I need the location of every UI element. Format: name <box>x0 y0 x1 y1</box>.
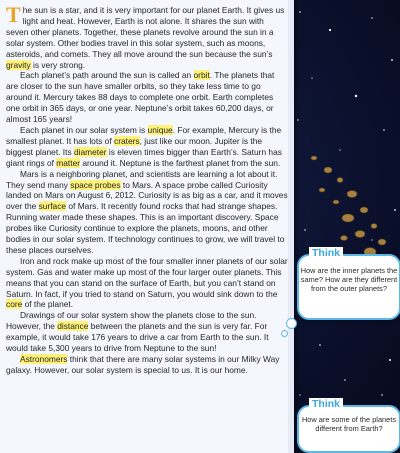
vocabulary-highlight: core <box>6 299 23 310</box>
text-run: . For example, Mercury is the smallest planet. It has lots of <box>6 124 282 146</box>
article-paragraph <box>6 70 288 125</box>
text-run: Mars is a neighboring planet, and scientists are learning a lot about it. They send many <box>6 168 278 190</box>
text-run: is eleven times bigger than Earth’s. Saturn has giant rings of <box>6 146 282 168</box>
think-label: Think <box>309 247 343 259</box>
vocabulary-highlight: unique <box>147 124 173 135</box>
text-run: he sun is a star, and it is very important for our planet Earth. It gives us light and heat. However, Earth is not alone. It shares the sun with seven other planets. Together, these planets revolve around the sun in a solar system. Other bodies travel in this solar system, such as moons, asteroids, and comets. They all move around the sun because the sun’s <box>6 5 285 59</box>
vocabulary-highlight: gravity <box>6 59 31 70</box>
vocabulary-highlight: orbit <box>193 70 210 81</box>
text-run: to Mars. A space probe called Curiosity landed on Mars on August 6, 2012. Curiosity is as big as a car, and it moves over the <box>6 179 288 212</box>
vocabulary-highlight: space probes <box>70 179 121 190</box>
article-text <box>6 2 288 376</box>
think-label: Think <box>309 398 343 410</box>
article-paragraph <box>6 354 288 376</box>
think-question: How are some of the planets different from Earth? <box>301 415 397 434</box>
article-paragraph <box>6 256 288 311</box>
article-paragraph <box>6 169 288 256</box>
text-run: is very strong. <box>30 59 86 70</box>
vocabulary-highlight: matter <box>56 157 81 168</box>
thought-dot-large <box>286 318 297 329</box>
text-run: Each planet’s path around the sun is called an <box>20 70 194 81</box>
vocabulary-highlight: diameter <box>73 146 107 157</box>
text-run: of the planet. <box>22 299 74 310</box>
thought-dot-small <box>281 330 288 337</box>
think-question: How are the inner planets the same? How are they different from the outer planets? <box>300 266 398 294</box>
text-run: around it. Neptune is the farthest planet from the sun. <box>80 157 281 168</box>
text-run: think that there are many solar systems in our Milky Way galaxy. However, our solar system is special to us. It is our home. <box>6 354 280 375</box>
text-run: Each planet in our solar system is <box>20 124 148 135</box>
drop-cap: T <box>6 2 21 27</box>
vocabulary-highlight: distance <box>57 321 89 332</box>
vocabulary-highlight: surface <box>38 201 67 212</box>
article-paragraph <box>6 2 288 70</box>
vocabulary-highlight: Astronomers <box>20 354 68 364</box>
text-run: . The planets that are closer to the sun have smaller orbits, so they take less time to go around it. Mercury takes 88 days to complete one orbit. Earth completes one orbit in 365 days, or one year. Neptune’s orbit takes 60,200 days, or almost 165 years! <box>6 70 275 125</box>
text-run: of Mars. It recently found rocks that had strange shapes. Running water made these shapes. This is an important discovery. Space probes like Curiosity continue to explore the planets, moons, and other bodies in our solar system. If technology continues to grow, we will travel to these places ourselves. <box>6 201 285 255</box>
article-paragraph <box>6 310 288 354</box>
think-box-differences <box>297 398 400 453</box>
text-run: , just like our moon. Jupiter is the biggest planet. Its <box>6 135 263 157</box>
text-run: Drawings of our solar system show the planets close to the sun. However, the <box>6 310 257 332</box>
vocabulary-highlight: craters <box>114 135 140 146</box>
think-box-inner-outer <box>297 247 400 320</box>
article-paragraph <box>6 125 288 169</box>
text-run: Iron and rock make up most of the four smaller inner planets of our solar system. Gas and water make up most of the four larger outer planets. This means that you can stand on the surface of Earth, but you can’t stand on Saturn. In fact, if you tried to stand on Saturn, you would sink down to the <box>6 255 288 299</box>
text-run: between the planets and the sun is very far. For example, it would take 176 years to drive a car from Earth to the sun. It would take 5,300 years to drive from Neptune to the sun! <box>6 321 269 354</box>
